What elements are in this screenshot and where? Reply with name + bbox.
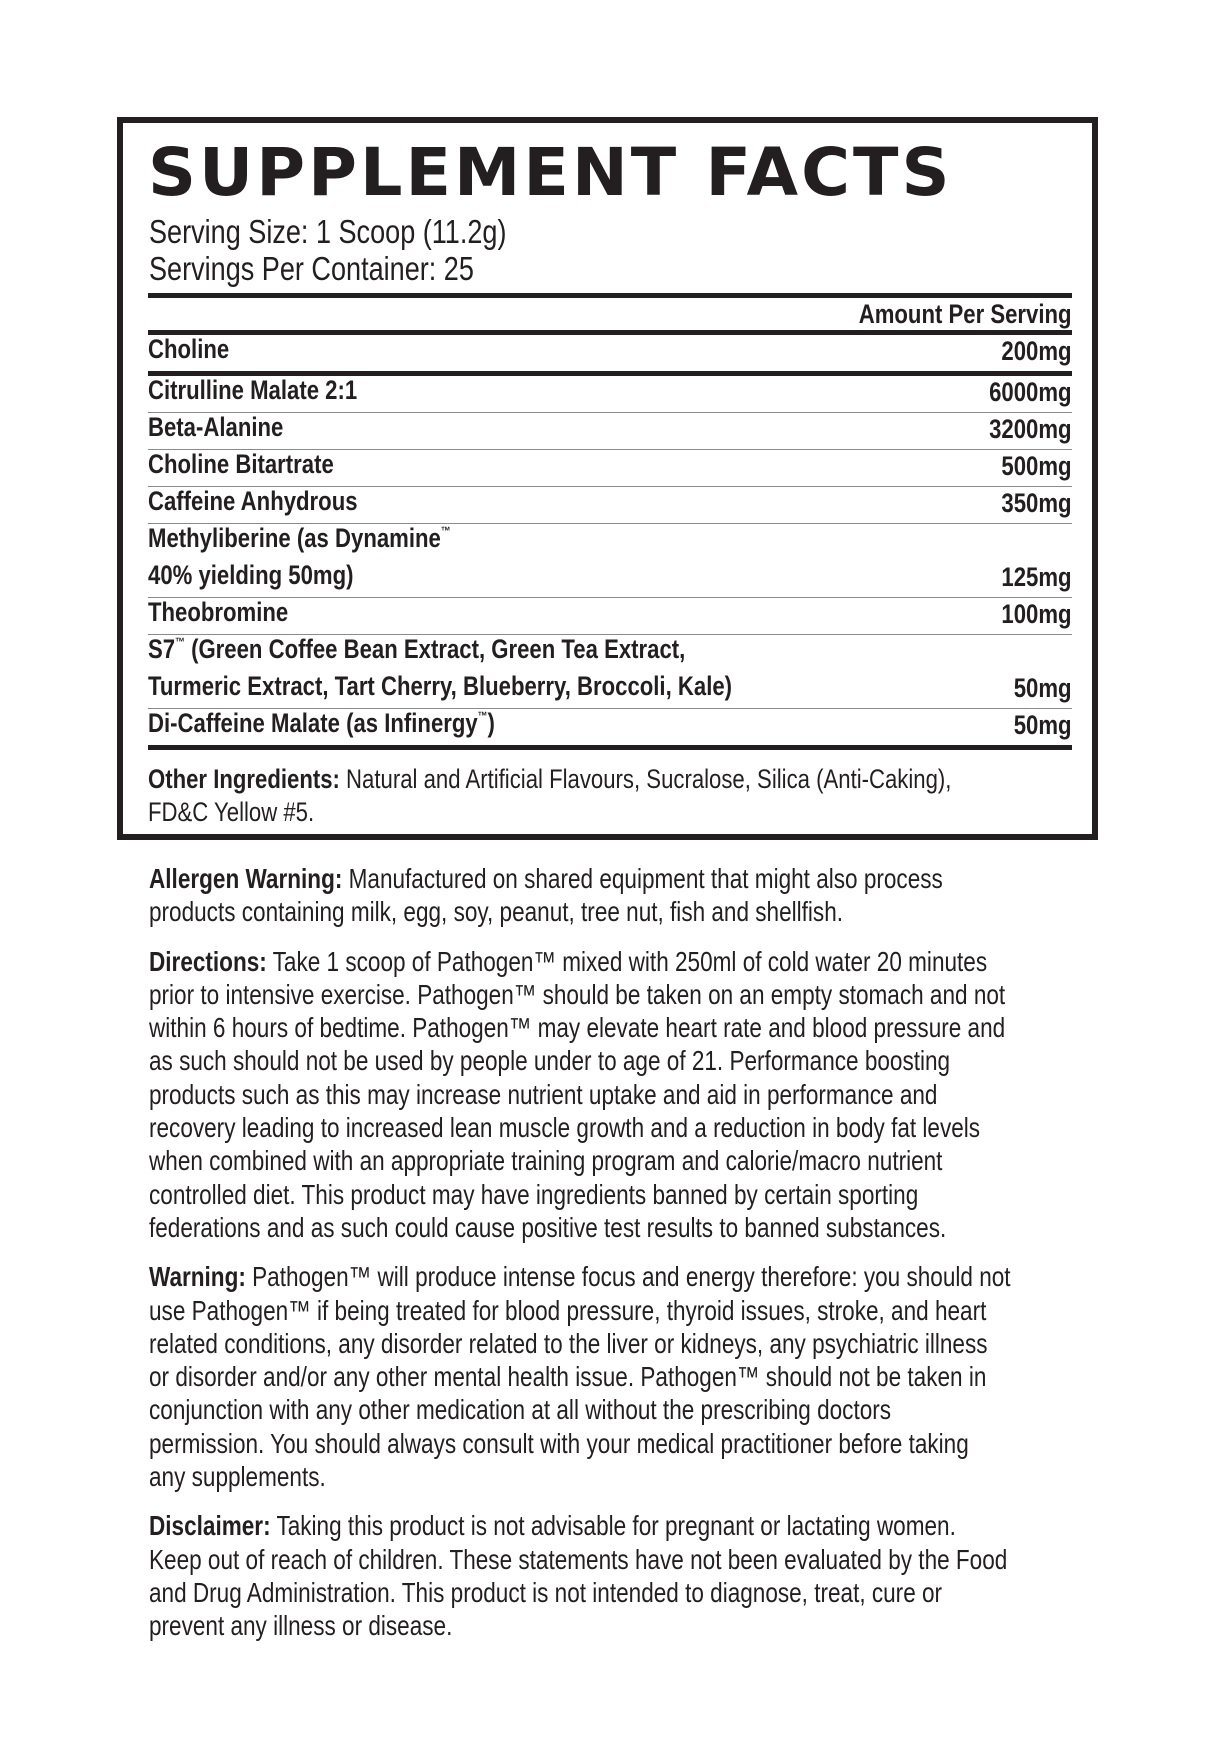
ingredient-name: Theobromine (148, 597, 289, 627)
table-header (148, 298, 1072, 330)
warning: Warning: Pathogen™ will produce intense focus and energy therefore: you should not use Pathogen™ if being treated for blood pressure, thyroid issues, stroke, and heart related conditions, any disorder related to the liver or kidneys, any psychiatric illness or disorder and/or any other mental health issue. Pathogen™ should not be taken in conjunction with any other medication at all without the prescribing doctors permission. You should always consult with your medical practitioner before taking any supplements. (149, 1261, 1011, 1493)
label-text-sections (149, 862, 1076, 1659)
section-label: Directions: (149, 945, 267, 977)
table-row (148, 709, 1072, 745)
table-row (148, 524, 1072, 597)
ingredient-name: Beta-Alanine (148, 412, 284, 442)
panel-title: SUPPLEMENT FACTS (148, 134, 953, 211)
ingredient-amount: 200mg (1001, 336, 1072, 366)
trademark-symbol: ™ (440, 524, 451, 538)
amount-per-serving-header: Amount Per Serving (859, 298, 1072, 329)
serving-size: Serving Size: 1 Scoop (11.2g) (149, 213, 507, 250)
divider-thick (148, 745, 1072, 750)
supplement-facts-panel (117, 117, 1098, 840)
ingredient-amount: 125mg (1001, 562, 1072, 592)
other-ingredients-label: Other Ingredients: (148, 764, 340, 794)
table-row (148, 635, 1072, 708)
ingredient-amount: 100mg (1001, 599, 1072, 629)
ingredient-name: Choline (148, 334, 230, 364)
other-ingredients: Other Ingredients: Natural and Artificial Flavours, Sucralose, Silica (Anti-Caking), FD&C Yellow #5. (148, 764, 952, 827)
ingredient-name: Choline Bitartrate (148, 449, 334, 479)
ingredient-amount: 50mg (1014, 710, 1072, 740)
ingredient-amount: 6000mg (989, 377, 1072, 407)
section-label: Disclaimer: (149, 1510, 271, 1542)
section-label: Allergen Warning: (149, 863, 343, 894)
servings-per-container: Servings Per Container: 25 (149, 250, 474, 287)
ingredient-name: Methyliberine (as Dynamine™ 40% yielding 50mg) (148, 523, 451, 590)
serving-info (149, 213, 506, 287)
trademark-symbol: ™ (175, 635, 185, 649)
allergen-warning: Allergen Warning: Manufactured on shared equipment that might also process products containing milk, egg, soy, peanut, tree nut, fish and shellfish. (149, 863, 943, 928)
ingredient-name: Citrulline Malate 2:1 (148, 375, 358, 405)
ingredient-amount: 3200mg (989, 414, 1072, 444)
table-row (148, 335, 1072, 371)
ingredient-amount: 350mg (1001, 488, 1072, 518)
table-row (148, 487, 1072, 523)
directions: Directions: Take 1 scoop of Pathogen™ mixed with 250ml of cold water 20 minutes prior to intensive exercise. Pathogen™ should be taken on an empty stomach and not within 6 hours of bedtime. Pathogen™ may elevate heart rate and blood pressure and as such should not be used by people under to age of 21. Performance boosting products such as this may increase nutrient uptake and aid in performance and recovery leading to increased lean muscle growth and a reduction in body fat levels when combined with an appropriate training program and calorie/macro nutrient controlled diet. This product may have ingredients banned by certain sporting federations and as such could cause positive test results to banned substances. (149, 945, 1006, 1243)
disclaimer: Disclaimer: Taking this product is not advisable for pregnant or lactating women. Keep out of reach of children. These statements have not been evaluated by the Food and Drug Administration. This product is not intended to diagnose, treat, cure or prevent any illness or disease. (149, 1510, 1008, 1642)
table-row (148, 598, 1072, 634)
table-row (148, 450, 1072, 486)
table-row (148, 413, 1072, 449)
ingredient-amount: 50mg (1014, 673, 1072, 703)
section-label: Warning: (149, 1261, 246, 1293)
ingredient-name: Caffeine Anhydrous (148, 486, 358, 516)
trademark-symbol: ™ (477, 709, 488, 723)
ingredient-amount: 500mg (1001, 451, 1072, 481)
ingredient-name: Di-Caffeine Malate (as Infinergy™) (148, 708, 495, 738)
table-row (148, 376, 1072, 412)
ingredients-table (148, 293, 1072, 750)
ingredient-name: S7™ (Green Coffee Bean Extract, Green Tea Extract, Turmeric Extract, Tart Cherry, Blueberry, Broccoli, Kale) (148, 634, 733, 701)
